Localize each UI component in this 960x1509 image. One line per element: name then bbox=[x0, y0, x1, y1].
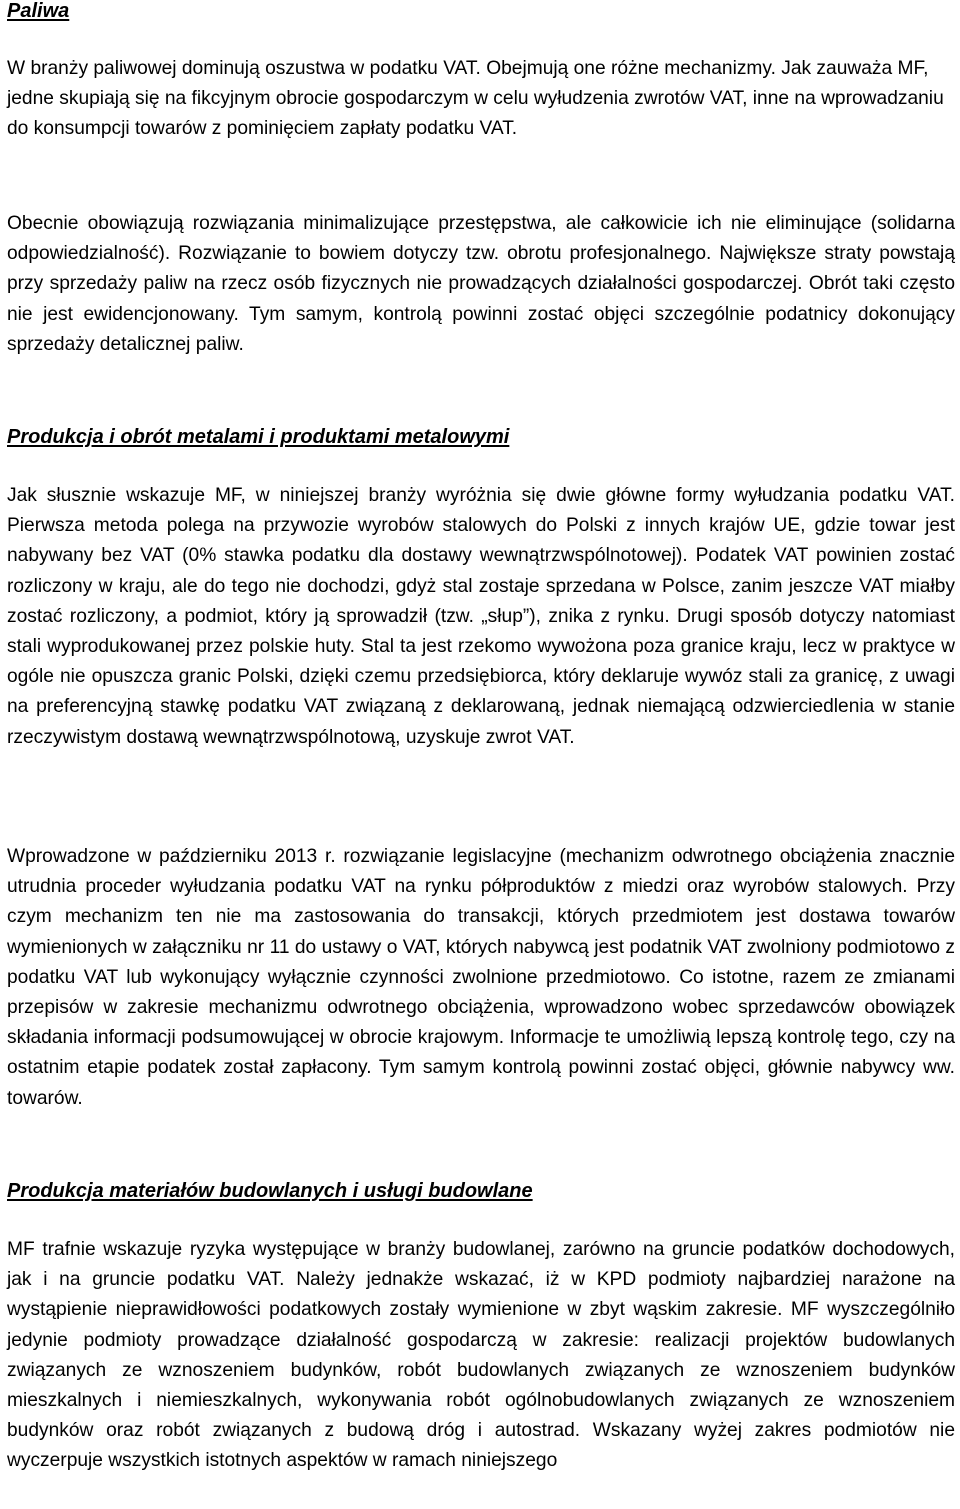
section-heading-metale: Produkcja i obrót metalami i produktami metalowymi bbox=[7, 426, 510, 448]
paragraph-metale-1: Jak słusznie wskazuje MF, w niniejszej branży wyróżnia się dwie główne formy wyłudzania podatku VAT. Pierwsza metoda polega na przywozie wyrobów stalowych do Polski z innych krajów UE, gdzie towar jest nabywany bez VAT (0% stawka podatku dla dostawy wewnątrzwspólnotowej). Podatek VAT powinien zostać rozliczony w kraju, ale do tego nie dochodzi, gdyż stal zostaje sprzedana w Polsce, zanim jeszcze VAT miałby zostać rozliczony, a podmiot, który ją sprowadził (tzw. „słup”), znika z rynku. Drugi sposób dotyczy natomiast stali wyprodukowanej przez polskie huty. Stal ta jest rzekomo wywożona poza granice kraju, lecz w praktyce w ogóle nie opuszcza granic Polski, dzięki czemu przedsiębiorca, który deklaruje wywóz stali za granicę, z uwagi na preferencyjną stawkę podatku VAT związaną z deklarowaną, jednak niemającą odzwierciedlenia w stanie rzeczywistym dostawą wewnątrzwspólnotową, uzyskuje zwrot VAT. bbox=[7, 485, 955, 748]
section-heading-paliwa: Paliwa bbox=[7, 0, 70, 22]
paragraph-paliwa-1: W branży paliwowej dominują oszustwa w podatku VAT. Obejmują one różne mechanizmy. Jak zauważa MF, jedne skupiają się na fikcyjnym obrocie gospodarczym w celu wyłudzenia zwrotów VAT, inne na wprowadzaniu do konsumpcji towarów z pominięciem zapłaty podatku VAT. bbox=[7, 58, 944, 140]
paragraph-paliwa-2: Obecnie obowiązują rozwiązania minimalizujące przestępstwa, ale całkowicie ich nie eliminujące (solidarna odpowiedzialność). Rozwiązanie to bowiem dotyczy tzw. obrotu profesjonalnego. Największe straty powstają przy sprzedaży paliw na rzecz osób fizycznych nie prowadzących działalności gospodarczej. Obrót taki często nie jest ewidencjonowany. Tym samym, kontrolą powinni zostać objęci szczególnie podatnicy dokonujący sprzedaży detalicznej paliw. bbox=[7, 213, 955, 355]
paragraph-metale-2: Wprowadzone w październiku 2013 r. rozwiązanie legislacyjne (mechanizm odwrotnego obciążenia znacznie utrudnia proceder wyłudzania podatku VAT na rynku półproduktów z miedzi oraz wyrobów stalowych. Przy czym mechanizm ten nie ma zastosowania do transakcji, których przedmiotem jest dostawa towarów wymienionych w załączniku nr 11 do ustawy o VAT, których nabywcą jest podatnik VAT zwolniony podmiotowo z podatku VAT lub wykonujący wyłącznie czynności zwolnione przedmiotowo. Co istotne, razem ze zmianami przepisów w zakresie mechanizmu odwrotnego obciążenia, wprowadzono wobec sprzedawców obowiązek składania informacji podsumowującej w obrocie krajowym. Informacje te umożliwią lepszą kontrolę tego, czy na ostatnim etapie podatek został zapłacony. Tym samym kontrolą powinni zostać objęci, głównie nabywcy ww. towarów. bbox=[7, 846, 955, 1109]
section-heading-budownictwo: Produkcja materiałów budowlanych i usługi budowlane bbox=[7, 1180, 533, 1202]
paragraph-budownictwo-1: MF trafnie wskazuje ryzyka występujące w branży budowlanej, zarówno na gruncie podatków dochodowych, jak i na gruncie podatku VAT. Należy jednakże wskazać, iż w KPD podmioty najbardziej narażone na wystąpienie nieprawidłowości podatkowych zostały wymienione w zbyt wąskim zakresie. MF wyszczególniło jedynie podmioty prowadzące działalność gospodarczą w zakresie: realizacji projektów budowlanych związanych ze wznoszeniem budynków, robót budowlanych związanych ze wznoszeniem budynków mieszkalnych i niemieszkalnych, wykonywania robót ogólnobudowlanych związanych ze wznoszeniem budynków oraz robót związanych z budową dróg i autostrad. Wskazany wyżej zakres podmiotów nie wyczerpuje wszystkich istotnych aspektów w ramach niniejszego bbox=[7, 1239, 955, 1472]
